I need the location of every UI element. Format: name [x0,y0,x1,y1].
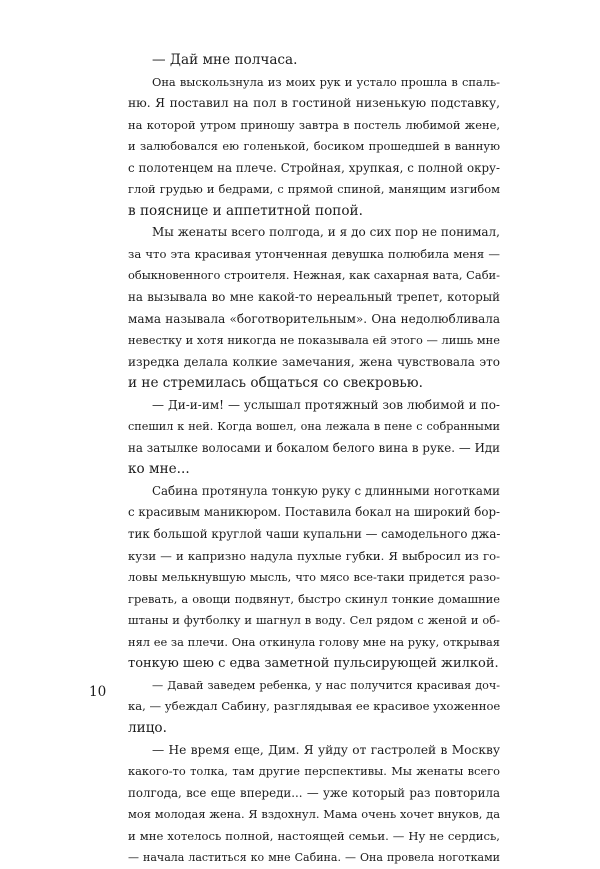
text-line: с полотенцем на плече. Стройная, хрупкая, с полной окру- [128,160,500,175]
text-line: ловы мелькнувшую мысль, что мясо все-таки придется разо- [128,570,500,585]
text-line: на затылке волосами и бокалом белого вина в руке. — Иди [128,440,500,455]
text-line: изредка делала колкие замечания, жена чувствовала это [128,354,500,369]
text-line: на которой утром приношу завтра в постель любимой жене, [128,117,500,132]
text-line: ню. Я поставил на пол в гостиной низенькую подставку, [128,96,500,111]
text-line: на вызывала во мне какой-то нереальный трепет, который [128,290,500,305]
text-line: моя молодая жена. Я вздохнул. Мама очень хочет внуков, да [128,807,500,822]
text-line: какого-то толка, там другие перспективы. Мы женаты всего [128,764,500,779]
text-line: за что эта красивая утонченная девушка полюбила меня — [128,246,500,261]
text-line: гревать, а овощи подвянут, быстро скинул тонкие домашние [128,591,500,606]
text-line: и мне хотелось полной, настоящей семьи. — Ну не сердись, [128,828,500,843]
text-line: — Дай мне полчаса. [152,52,298,68]
text-line: обыкновенного строителя. Нежная, как сахарная вата, Саби- [128,268,500,283]
text-line: невестку и хотя никогда не показывала ей этого — лишь мне [128,333,500,348]
text-line: Сабина протянула тонкую руку с длинными ноготками [152,483,500,498]
text-line: мама называла «боготворительным». Она недолюбливала [128,311,500,326]
text-line: нял ее за плечи. Она откинула голову мне на руку, открывая [128,634,500,649]
text-line: ко мне... [128,461,190,478]
text-line: в пояснице и аппетитной попой. [128,202,363,219]
text-line: тик большой круглой чаши купальни — самодельного джа- [128,527,501,542]
text-line: штаны и футболку и шагнул в воду. Сел рядом с женой и об- [128,613,500,628]
text-line: спешил к ней. Когда вошел, она лежала в пене с собранными [128,420,500,434]
text-line: тонкую шею с едва заметной пульсирующей жилкой. [128,656,499,672]
text-line: — начала ластиться ко мне Сабина. — Она провела ноготками [128,851,500,865]
text-line: с красивым маникюром. Поставила бокал на широкий бор- [128,505,500,520]
text-line: — Ди-и-им! — услышал протяжный зов любимой и по- [152,397,500,412]
text-line: Она выскользнула из моих рук и устало прошла в спаль- [152,74,500,89]
text-line: — Не время еще, Дим. Я уйду от гастролей в Москву [152,742,500,757]
text-line: и залюбовался ею голенькой, босиком прошедшей в ванную [128,139,500,154]
page-number: 10 [89,684,107,700]
text-line: Мы женаты всего полгода, и я до сих пор не понимал, [152,225,500,240]
text-line: лицо. [128,719,167,736]
text-line: кузи — и капризно надула пухлые губки. Я выбросил из го- [128,548,500,563]
body-text [128,50,500,869]
text-line: — Давай заведем ребенка, у нас получится красивая доч- [152,678,500,692]
text-line: и не стремилась общаться со свекровью. [128,375,423,392]
text-line: ка, — убеждал Сабину, разглядывая ее красивое ухоженное [128,699,501,714]
text-line: полгода, все еще впереди... — уже который раз повторила [128,785,500,800]
text-line: глой грудью и бедрами, с прямой спиной, манящим изгибом [128,182,500,197]
